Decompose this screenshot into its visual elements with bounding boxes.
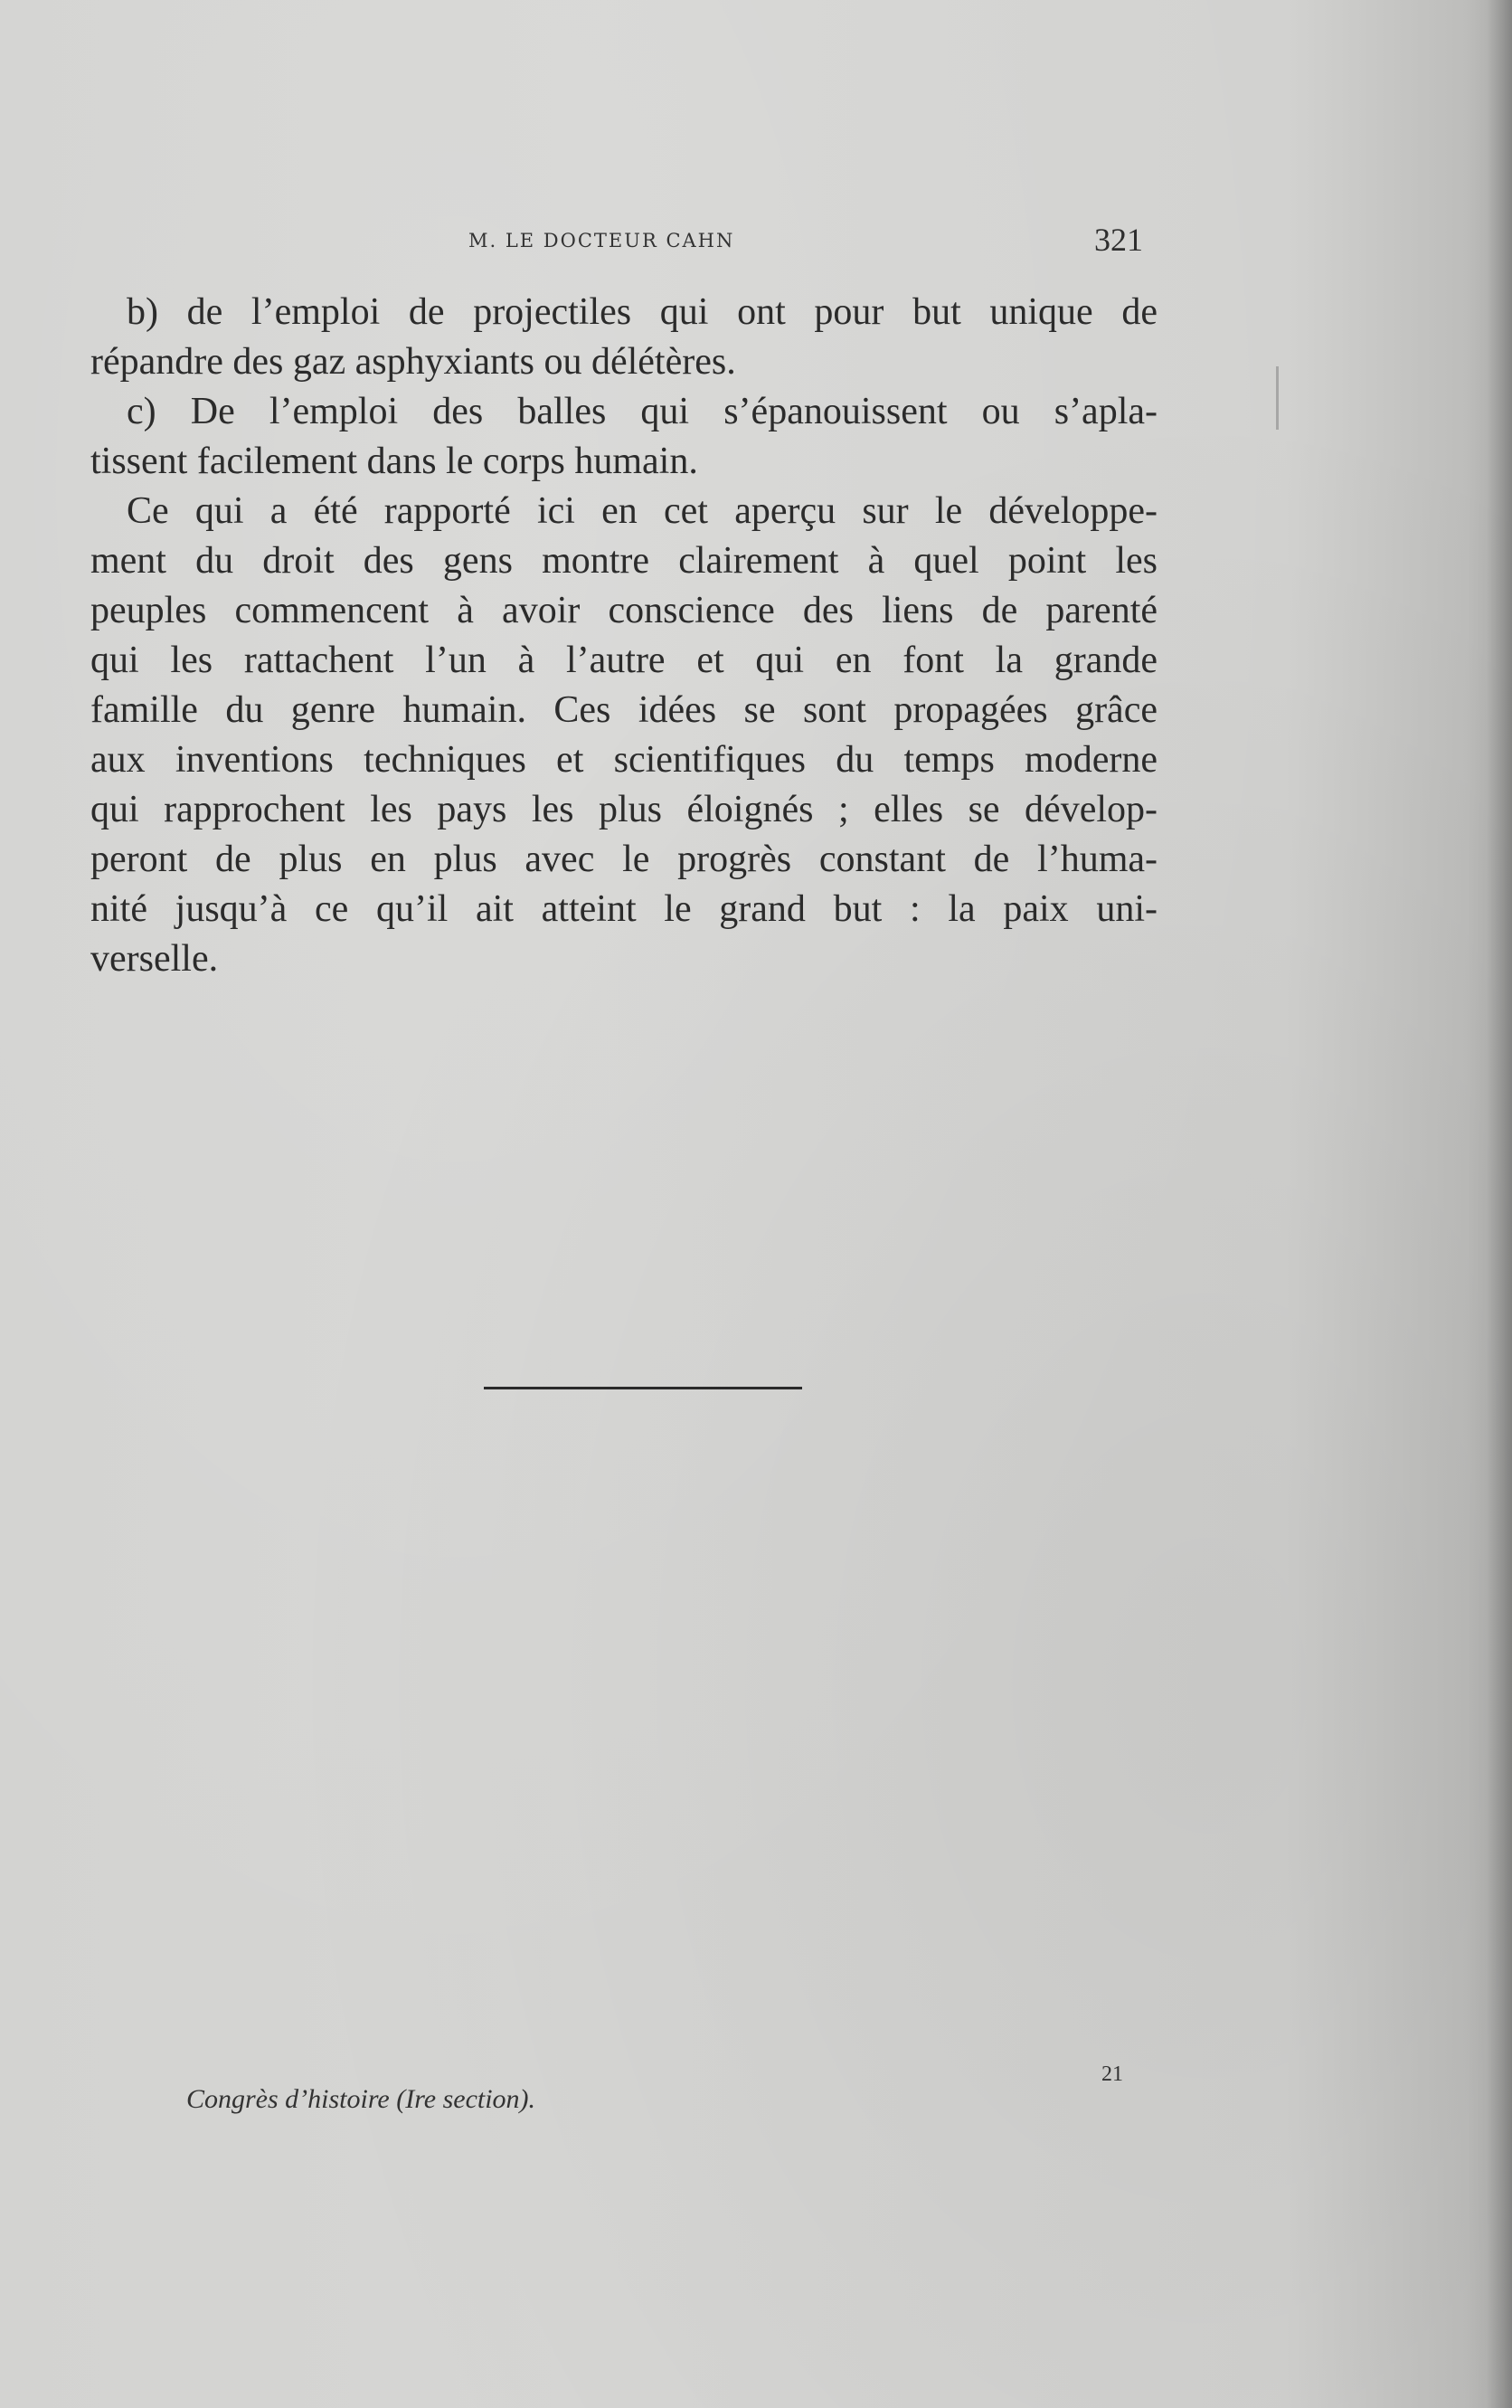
text-line: b) de l’emploi de projectiles qui ont pour but unique de <box>127 291 1158 333</box>
scan-artifact <box>1276 366 1279 430</box>
signature-line: Congrès d’histoire (Ire section). <box>186 2084 536 2114</box>
text-line: verselle. <box>90 938 219 980</box>
text-line: peront de plus en plus avec le progrès constant de l’huma- <box>90 839 1158 880</box>
text-line: famille du genre humain. Ces idées se sont propagées grâce <box>90 689 1158 731</box>
section-divider <box>484 1387 802 1389</box>
page-edge-shadow <box>1487 0 1512 2408</box>
running-head: M. LE DOCTEUR CAHN <box>468 230 735 251</box>
signature-number: 21 <box>1101 2062 1123 2086</box>
text-line: Ce qui a été rapporté ici en cet aperçu sur le développe- <box>127 490 1158 532</box>
page-header <box>0 221 1512 266</box>
text-line: peuples commencent à avoir conscience des liens de parenté <box>90 590 1158 631</box>
page-number: 321 <box>1094 222 1143 258</box>
text-line: tissent facilement dans le corps humain. <box>90 441 698 482</box>
body-text <box>90 288 1158 984</box>
text-line: c) De l’emploi des balles qui s’épanouissent ou s’apla- <box>127 391 1158 432</box>
text-line: qui les rattachent l’un à l’autre et qui en font la grande <box>90 640 1158 681</box>
text-line: nité jusqu’à ce qu’il ait atteint le grand but : la paix uni- <box>90 888 1158 930</box>
text-line: répandre des gaz asphyxiants ou délétères. <box>90 341 736 383</box>
page-footer <box>0 2062 1512 2117</box>
text-line: qui rapprochent les pays les plus éloignés ; elles se dévelop- <box>90 789 1158 830</box>
text-line: ment du droit des gens montre clairement à quel point les <box>90 540 1158 582</box>
text-line: aux inventions techniques et scientifiques du temps moderne <box>90 739 1158 781</box>
